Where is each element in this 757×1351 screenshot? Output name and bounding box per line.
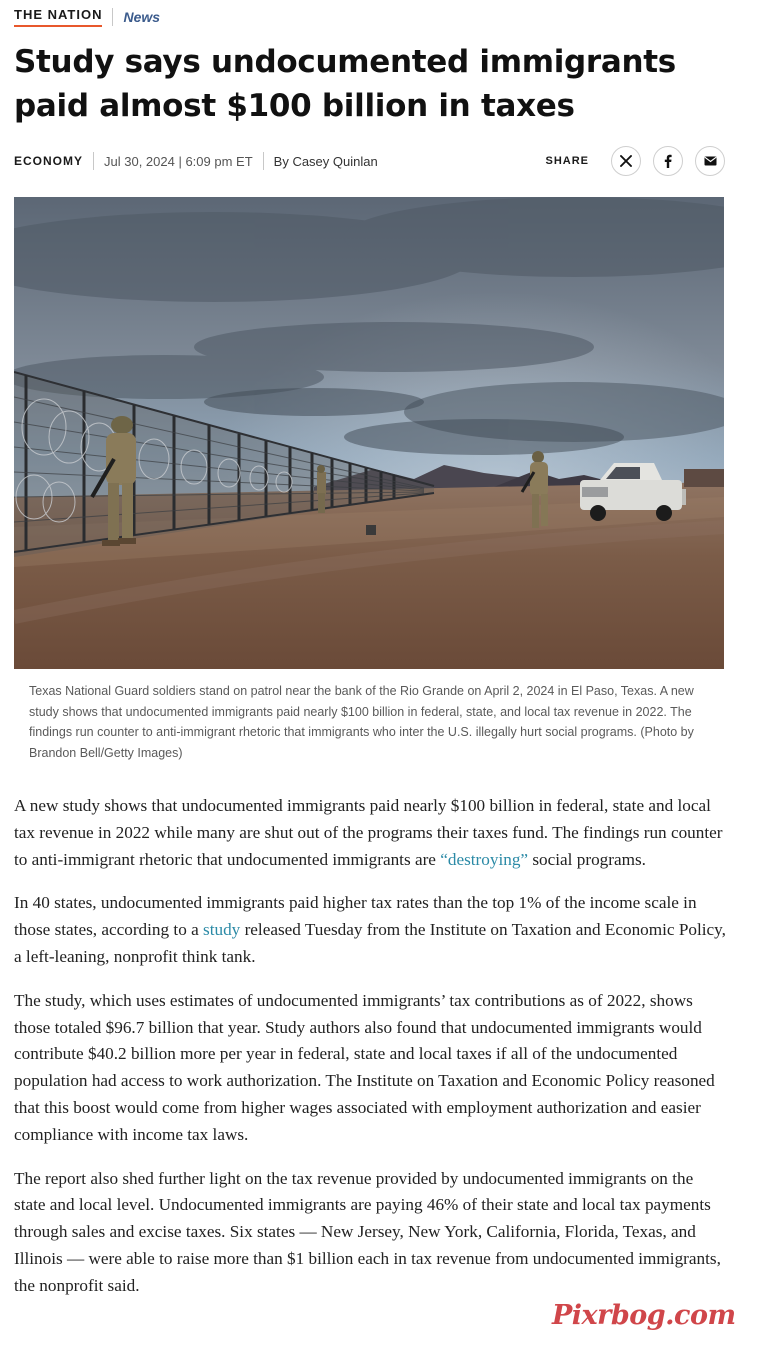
x-icon	[620, 155, 632, 167]
share-facebook-button[interactable]	[653, 146, 683, 176]
share-label: SHARE	[545, 155, 589, 167]
study-link[interactable]: study	[203, 920, 241, 940]
headline: Study says undocumented immigrants paid almost $100 billion in taxes	[14, 44, 676, 124]
article-body	[14, 793, 726, 1317]
paragraph-text: released Tuesday from the Institute on Taxation and Economic Policy, a left-leaning, nonprofit think tank.	[14, 920, 726, 966]
meta-divider	[93, 152, 94, 170]
paragraph-2	[14, 890, 726, 970]
paragraph-1	[14, 793, 726, 873]
top-nav	[14, 6, 160, 28]
byline[interactable]: By Casey Quinlan	[273, 153, 378, 169]
share-bar	[545, 146, 725, 176]
category-link[interactable]: ECONOMY	[14, 154, 84, 168]
paragraph-4: The report also shed further light on the tax revenue provided by undocumented immigrants on the state and local level. Undocumented immigrants are paying 46% of their state and local tax payments through sales and excise taxes. Six states — New Jersey, New York, California, Florida, Texas, and Illinois — were able to raise more than $1 billion each in tax revenue from undocumented immigrants, the nonprofit said.	[14, 1168, 721, 1295]
share-email-button[interactable]	[695, 146, 725, 176]
watermark: Pixrbog.com	[552, 1300, 736, 1331]
dateline: Jul 30, 2024 | 6:09 pm ET	[104, 153, 253, 169]
destroying-link[interactable]: “destroying”	[440, 849, 529, 869]
meta-divider	[263, 152, 264, 170]
hero-photo	[14, 197, 724, 669]
section-link[interactable]: THE NATION	[14, 7, 102, 27]
paragraph-text: A new study shows that undocumented immigrants paid nearly $100 billion in federal, state and local tax revenue in 2022 while many are shut out of the programs their taxes fund. The findings run counter to anti-immigrant rhetoric that undocumented immigrants are	[14, 796, 723, 869]
paragraph-text: In 40 states, undocumented immigrants paid higher tax rates than the top 1% of the income scale in those states, according to a	[14, 893, 697, 940]
nav-divider	[112, 8, 113, 26]
email-icon	[704, 156, 717, 166]
facebook-icon	[664, 154, 672, 168]
share-x-button[interactable]	[611, 146, 641, 176]
subsection-link[interactable]: News	[123, 9, 161, 25]
article-meta	[14, 148, 725, 174]
paragraph-text: social programs.	[528, 849, 646, 869]
paragraph-3: The study, which uses estimates of undocumented immigrants’ tax contributions as of 2022, shows those totaled $96.7 billion that year. Study authors also found that undocumented immigrants would contribute $40.2 billion more per year in federal, state and local taxes if all of the undocumented population had access to work authorization. The Institute on Taxation and Economic Policy reasoned that this boost would come from higher wages associated with employment authorization and easier compliance with income tax laws.	[14, 990, 715, 1144]
photo-caption: Texas National Guard soldiers stand on patrol near the bank of the Rio Grande on April 2, 2024 in El Paso, Texas. A new study shows that undocumented immigrants paid nearly $100 billion in federal, state, and local tax revenue in 2022. The findings run counter to anti-immigrant rhetoric that immigrants who inter the U.S. illegally hurt social programs. (Photo by Brandon Bell/Getty Images)	[29, 684, 694, 760]
